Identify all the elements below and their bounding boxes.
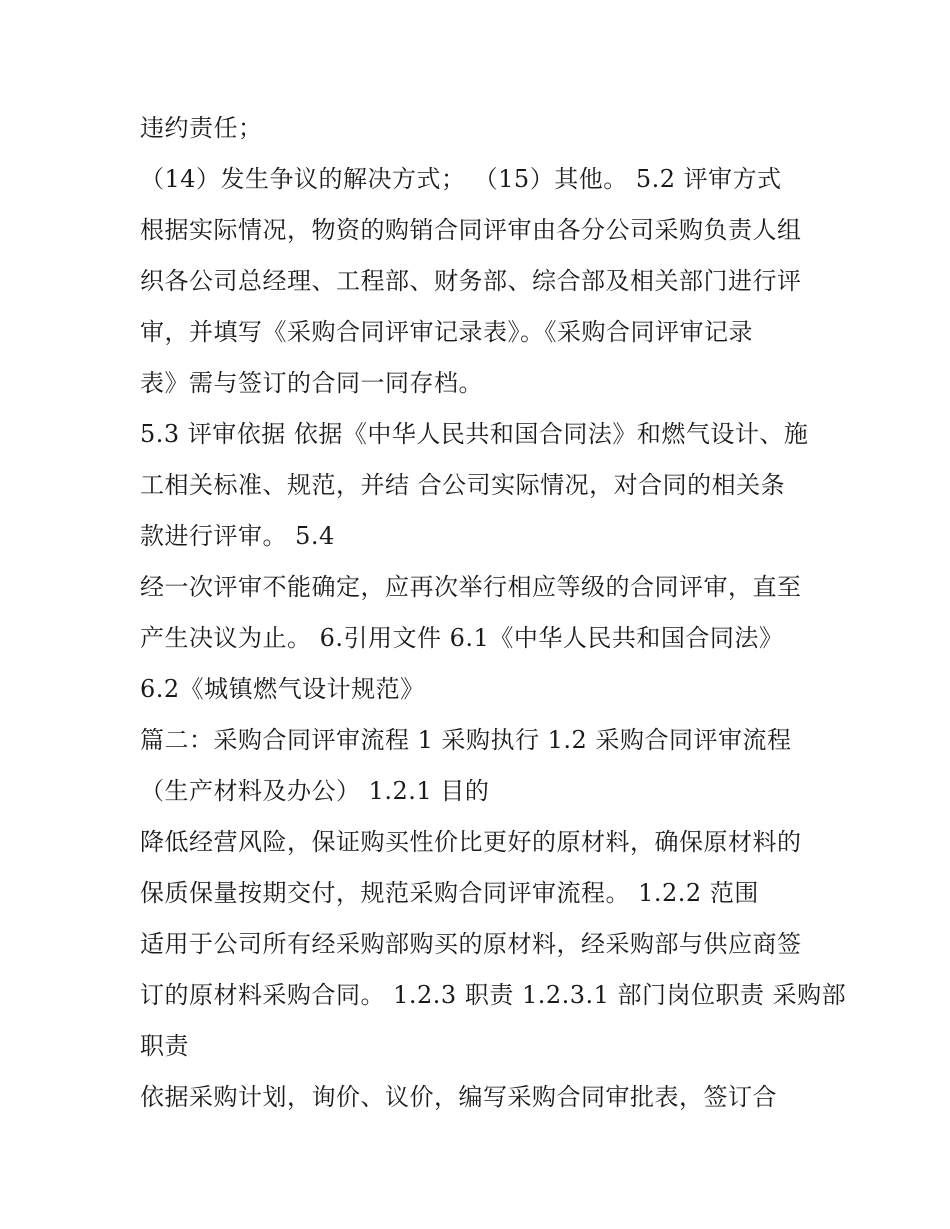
text-line-20: 依据采购计划，询价、议价，编写采购合同审批表，签订合 bbox=[140, 1083, 777, 1111]
text-line-10: 经一次评审不能确定，应再次举行相应等级的合同评审，直至 bbox=[140, 573, 802, 601]
text-line-2: （14）发生争议的解决方式； （15）其他。 5.2 评审方式 bbox=[140, 165, 782, 193]
text-line-6: 表》需与签订的合同一同存档。 bbox=[140, 369, 483, 397]
text-line-12: 6.2《城镇燃气设计规范》 bbox=[140, 675, 425, 703]
text-line-5: 审，并填写《采购合同评审记录表》。《采购合同评审记录 bbox=[140, 318, 753, 346]
text-line-1: 违约责任； bbox=[140, 114, 263, 142]
text-line-17: 适用于公司所有经采购部购买的原材料，经采购部与供应商签 bbox=[140, 930, 802, 958]
text-line-9: 款进行评审。 5.4 bbox=[140, 522, 335, 550]
text-line-18: 订的原材料采购合同。 1.2.3 职责 1.2.3.1 部门岗位职责 采购部 bbox=[140, 981, 847, 1009]
text-line-11: 产生决议为止。 6.引用文件 6.1《中华人民共和国合同法》 bbox=[140, 624, 784, 652]
text-line-8: 工相关标准、规范，并结 合公司实际情况，对合同的相关条 bbox=[140, 471, 786, 499]
text-line-15: 降低经营风险，保证购买性价比更好的原材料，确保原材料的 bbox=[140, 828, 802, 856]
text-line-4: 织各公司总经理、工程部、财务部、综合部及相关部门进行评 bbox=[140, 267, 802, 295]
text-line-7: 5.3 评审依据 依据《中华人民共和国合同法》和燃气设计、施 bbox=[140, 420, 809, 448]
text-line-13: 篇二：采购合同评审流程 1 采购执行 1.2 采购合同评审流程 bbox=[140, 726, 792, 754]
text-line-16: 保质保量按期交付，规范采购合同评审流程。 1.2.2 范围 bbox=[140, 879, 759, 907]
text-line-3: 根据实际情况，物资的购销合同评审由各分公司采购负责人组 bbox=[140, 216, 802, 244]
text-line-14: （生产材料及办公） 1.2.1 目的 bbox=[140, 777, 490, 805]
text-line-19: 职责 bbox=[140, 1032, 189, 1060]
